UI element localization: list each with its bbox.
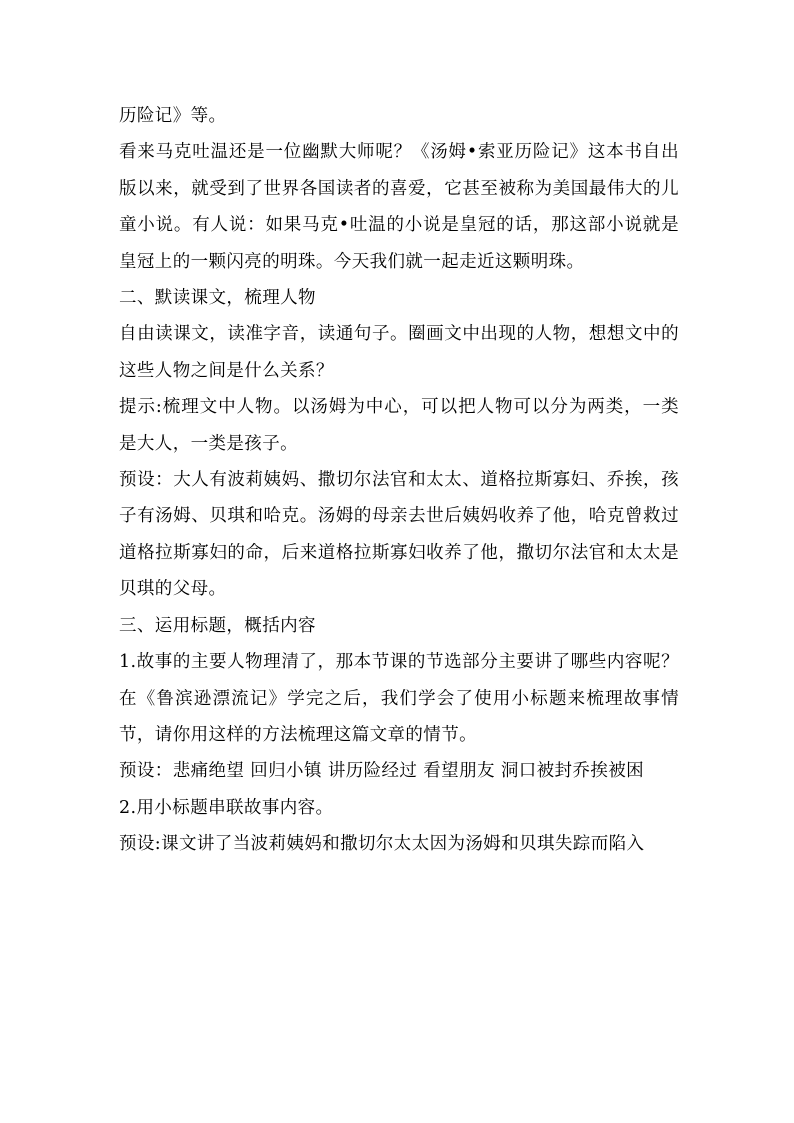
section-heading-2: 二、默读课文，梳理人物 bbox=[119, 288, 316, 309]
paragraph-continuation: 历险记》等。 bbox=[119, 106, 227, 126]
paragraph-intro-mark-twain: 看来马克吐温还是一位幽默大师呢？《汤姆•索亚历险记》这本书自出版以来，就受到了世界各国读者的喜爱，它甚至被称为美国最伟大的儿童小说。有人说：如果马克•吐温的小说是皇冠的话，那这部小说就是皇冠上的一颗闪亮的明珠。今天我们就一起走近这颗明珠。 bbox=[119, 142, 679, 272]
section-heading-3: 三、运用标题，概括内容 bbox=[119, 615, 316, 636]
paragraph-task-1: 1.故事的主要人物理清了，那本节课的节选部分主要讲了哪些内容呢？在《鲁滨逊漂流记》学完之后，我们学会了使用小标题来梳理故事情节，请你用这样的方法梳理这篇文章的情节。 bbox=[119, 652, 679, 745]
document-page bbox=[119, 98, 679, 863]
paragraph-reading-task: 自由读课文，读准字音，读通句子。圈画文中出现的人物，想想文中的这些人物之间是什么关系？ bbox=[119, 324, 679, 381]
paragraph-preset-characters: 预设：大人有波莉姨妈、撒切尔法官和太太、道格拉斯寡妇、乔挨，孩子有汤姆、贝琪和哈克。汤姆的母亲去世后姨妈收养了他，哈克曾救过道格拉斯寡妇的命，后来道格拉斯寡妇收养了他，撒切尔法官和太太是贝琪的父母。 bbox=[119, 470, 679, 600]
paragraph-hint: 提示:梳理文中人物。以汤姆为中心，可以把人物可以分为两类，一类是大人，一类是孩子。 bbox=[119, 397, 679, 454]
paragraph-task-2: 2.用小标题串联故事内容。 bbox=[119, 797, 334, 818]
paragraph-preset-summary: 预设:课文讲了当波莉姨妈和撒切尔太太因为汤姆和贝琪失踪而陷入 bbox=[119, 834, 645, 855]
paragraph-preset-subtitles: 预设：悲痛绝望 回归小镇 讲历险经过 看望朋友 洞口被封乔挨被困 bbox=[119, 761, 645, 782]
